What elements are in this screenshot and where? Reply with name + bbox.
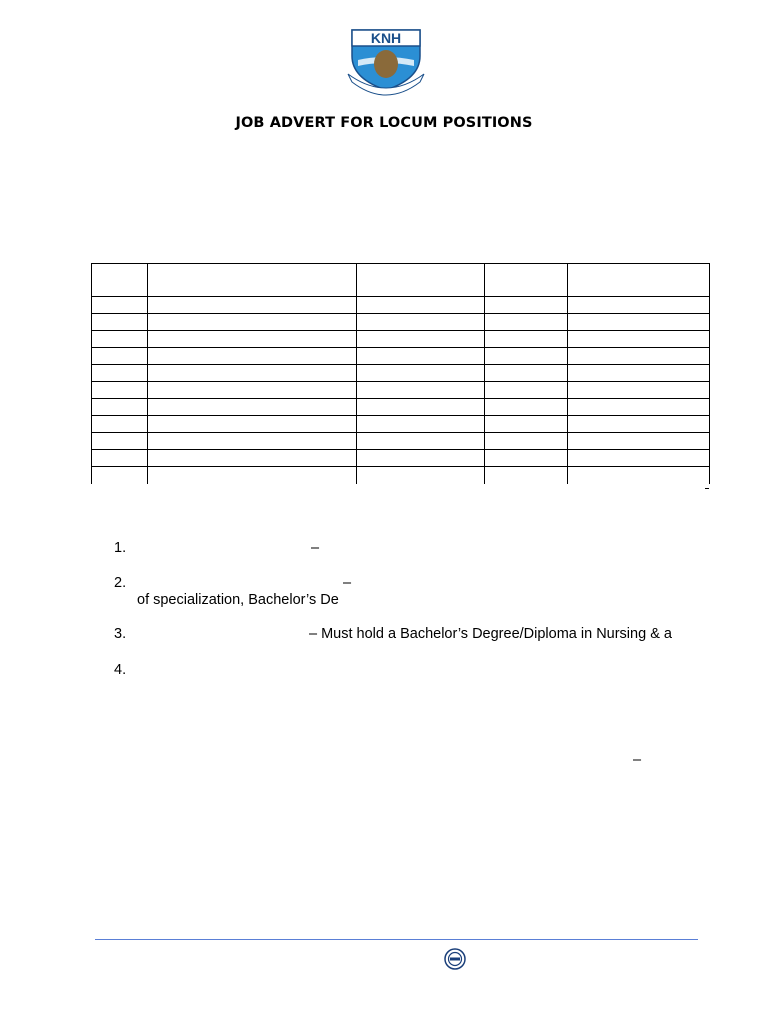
list-number-1: 1.	[114, 540, 127, 556]
list-number-2: 2.	[114, 575, 127, 591]
list-item-2-dash: –	[343, 575, 352, 591]
list-item-2-text: of specialization, Bachelor’s De	[137, 592, 339, 608]
table-row	[92, 348, 710, 365]
table-row	[92, 433, 710, 450]
list-item-3-text: – Must hold a Bachelor’s Degree/Diploma in Nursing & a	[309, 626, 672, 642]
list-number-3: 3.	[114, 626, 127, 642]
table-row	[92, 382, 710, 399]
table-row	[92, 467, 710, 485]
table-corner-mark	[705, 488, 709, 489]
table-header-row	[92, 264, 710, 297]
footer-seal-icon	[444, 948, 466, 970]
list-number-4: 4.	[114, 662, 127, 678]
table-row	[92, 365, 710, 382]
table-row	[92, 331, 710, 348]
page-title: JOB ADVERT FOR LOCUM POSITIONS	[235, 115, 533, 131]
footer-divider	[95, 939, 698, 940]
table-row	[92, 416, 710, 433]
table-row	[92, 297, 710, 314]
table-row	[92, 450, 710, 467]
stray-dash: –	[633, 752, 642, 768]
positions-table	[91, 263, 710, 484]
table-row	[92, 314, 710, 331]
knh-logo	[344, 26, 428, 98]
table-row	[92, 399, 710, 416]
svg-text:KNH: KNH	[370, 30, 402, 46]
list-item-1-dash: –	[311, 540, 320, 556]
